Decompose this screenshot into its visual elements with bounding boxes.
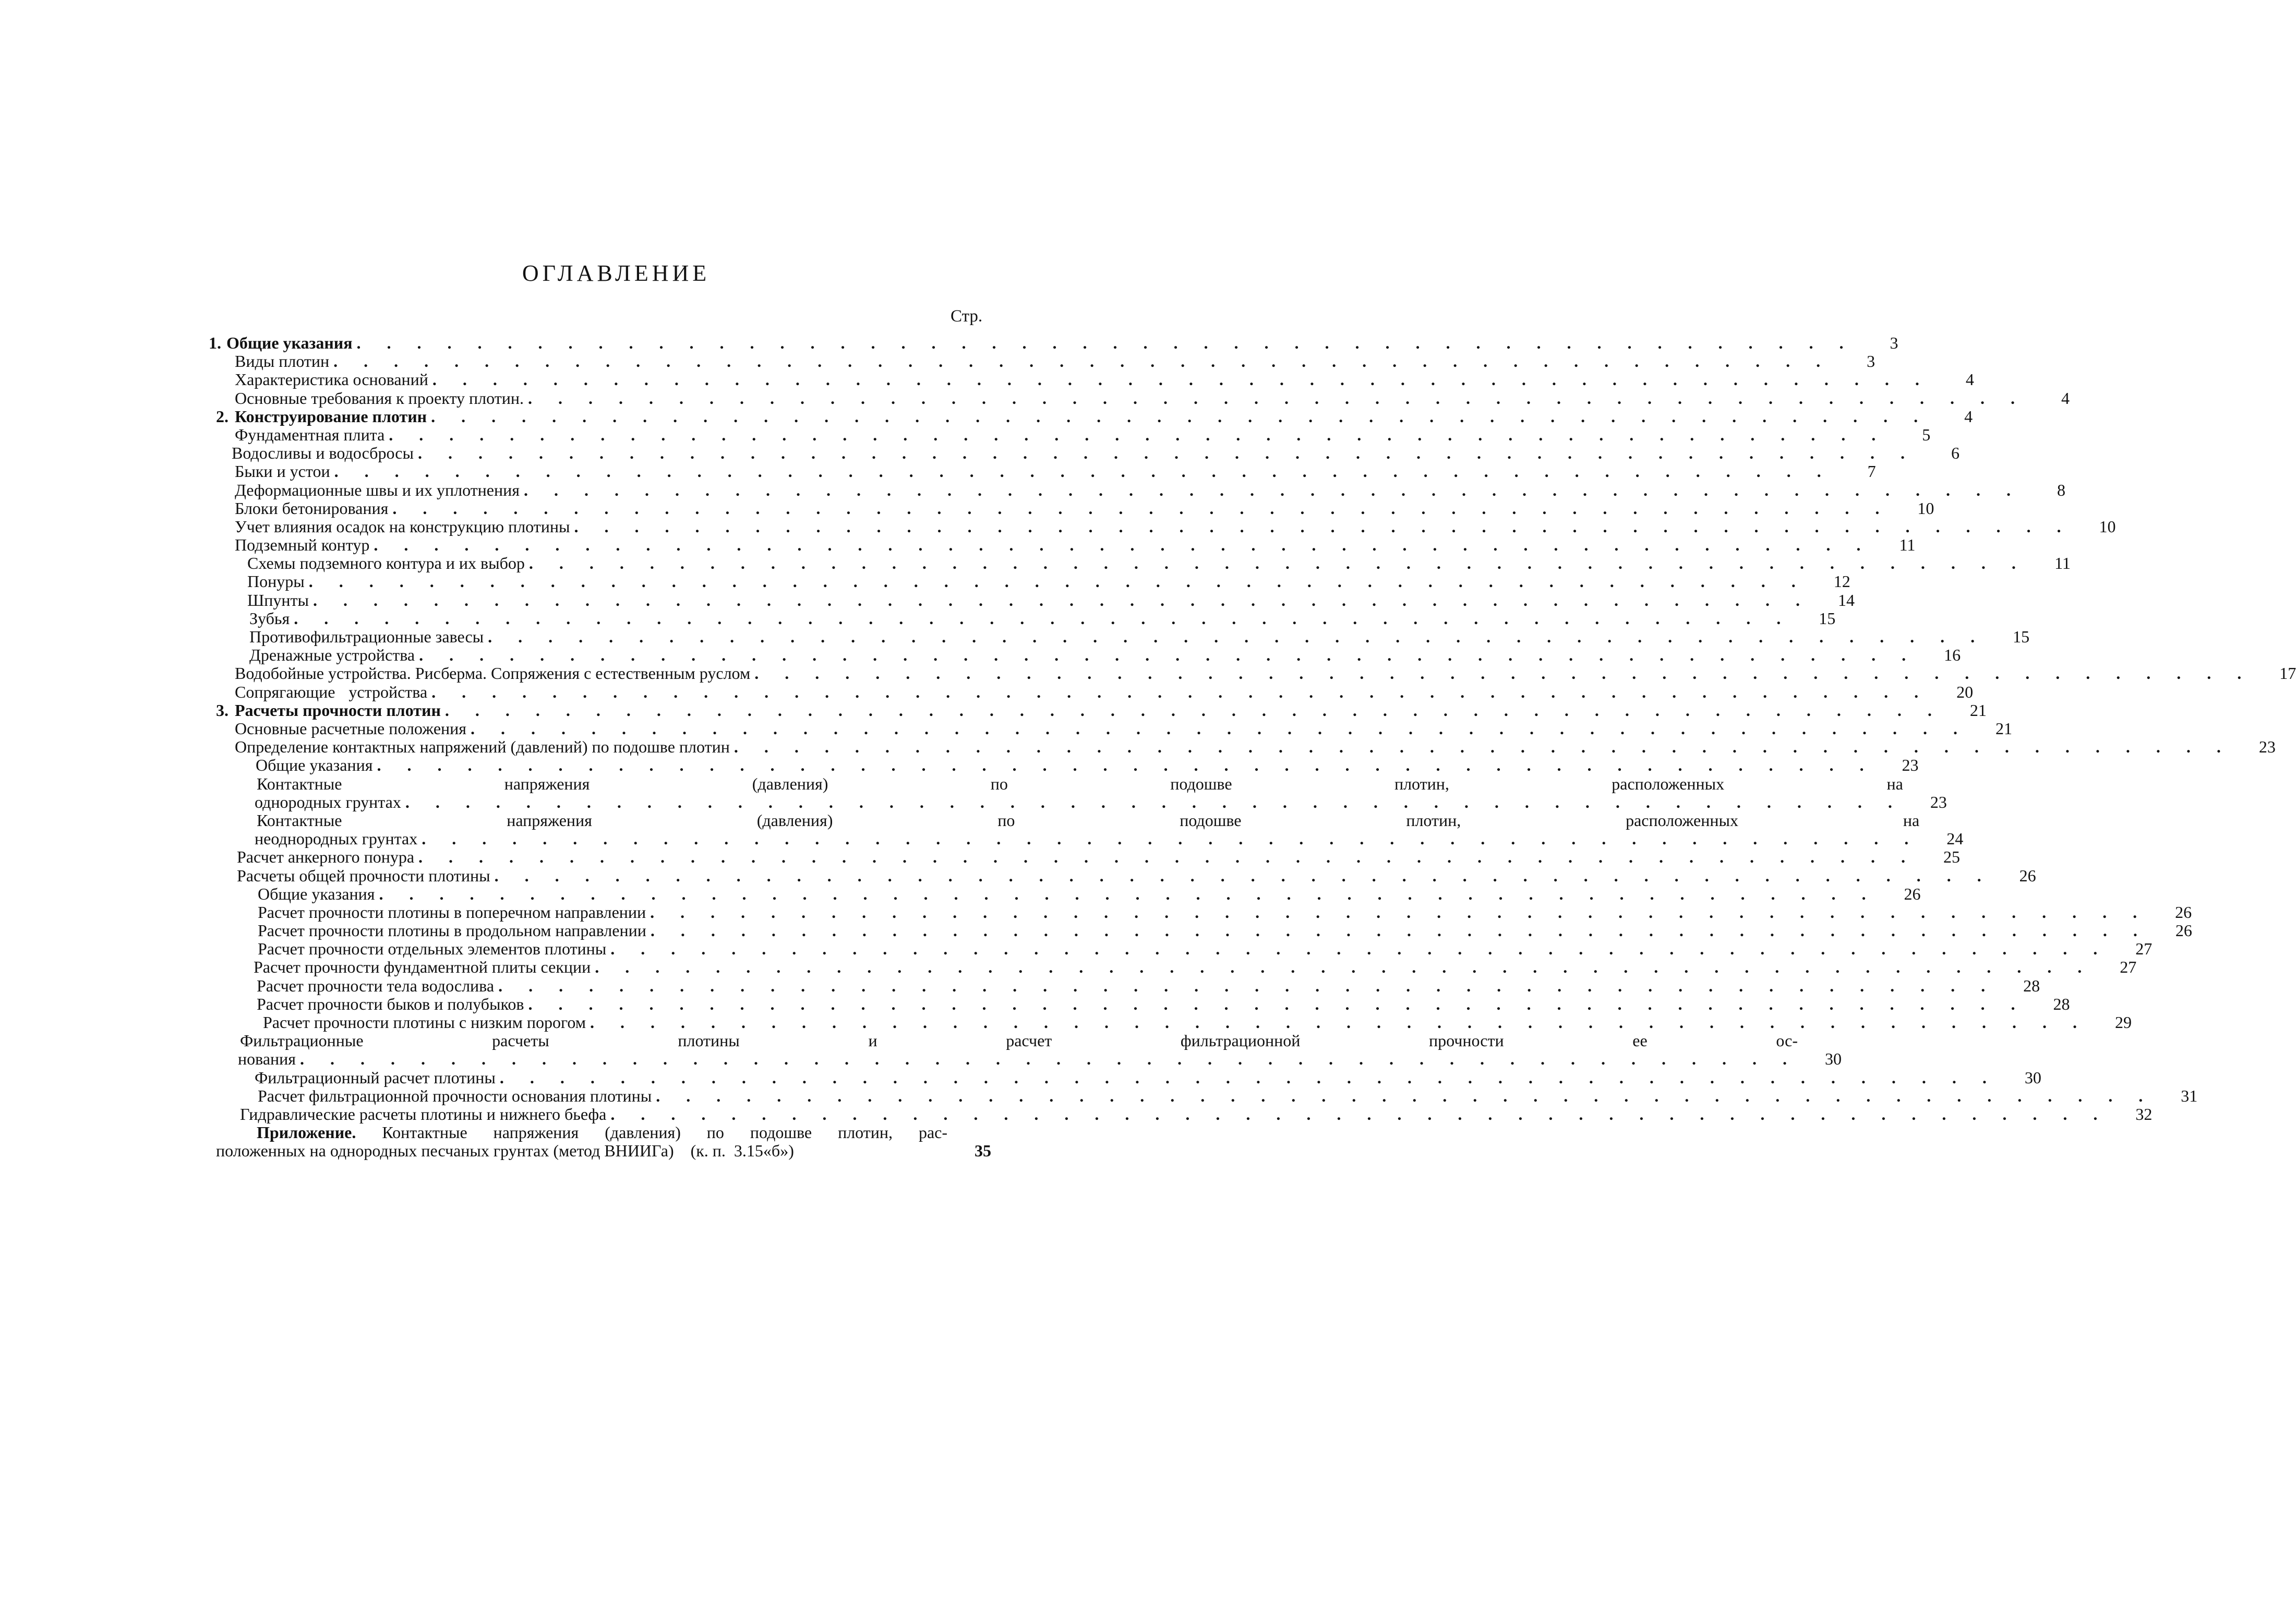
dot-leader: . . . . . . . . . . . . . . . . . . . . . . . . . . . . . . . . . . . . . . . . . . . . . . . . . . [754, 664, 2253, 683]
toc-entry-title: Общие указания [258, 884, 375, 903]
toc-entry-page: 20 [1956, 682, 1974, 701]
toc-entry-page: 27 [2120, 958, 2137, 977]
dot-leader: . . . . . . . . . . . . . . . . . . . . . . . . . . . . . . . . . . . . . . . . . . . . . . . . . . [374, 535, 1872, 555]
toc-entry[interactable] [209, 645, 1961, 665]
toc-entry-page: 6 [1951, 444, 1960, 463]
toc-entry[interactable] [209, 994, 2070, 1013]
dot-leader: . . . . . . . . . . . . . . . . . . . . . . . . . . . . . . . . . . . . . . . . . . . . . . . . . . [595, 958, 2093, 977]
toc-entry-title: Основные требования к проекту плотин. [235, 388, 524, 408]
dot-leader: . . . . . . . . . . . . . . . . . . . . . . . . . . . . . . . . . . . . . . . . . . . . . . . . . . [650, 921, 2148, 940]
appendix-label: Приложение. [257, 1123, 356, 1142]
dot-leader: . . . . . . . . . . . . . . . . . . . . . . . . . . . . . . . . . . . . . . . . . . . . . . . . . . [499, 1068, 1998, 1087]
dot-leader: . . . . . . . . . . . . . . . . . . . . . . . . . . . . . . . . . . . . . . . . . . . . . . . . . . [494, 866, 1992, 885]
toc-entry-title: Расчет прочности плотины в продольном направлении [258, 921, 646, 940]
toc-entry-number: 3. [216, 700, 229, 720]
toc-entry-title: Подземный контур [235, 535, 370, 555]
toc-entry[interactable] [209, 774, 1947, 811]
toc-entry-page: 32 [2135, 1104, 2153, 1123]
toc-entry-title: Фильтрационный расчет плотины [255, 1068, 496, 1087]
dot-leader: . . . . . . . . . . . . . . . . . . . . . . . . . . . . . . . . . . . . . . . . . . . . . . . . . . [405, 792, 1903, 811]
toc-entry[interactable] [209, 608, 1836, 628]
toc-entry[interactable] [209, 866, 2036, 885]
toc-entry-title: Расчеты прочности плотин [235, 700, 441, 720]
toc-entry-appendix[interactable] [209, 1123, 991, 1160]
toc-entry-title: Характеристика оснований [235, 370, 428, 389]
dot-leader: . . . . . . . . . . . . . . . . . . . . . . . . . . . . . . . . . . . . . . . . . . . . . . . . . . [299, 1049, 1798, 1069]
toc-entry-page: 21 [1969, 700, 1987, 720]
dot-leader: . . . . . . . . . . . . . . . . . . . . . . . . . . . . . . . . . . . . . . . . . . . . . . . . . . [418, 847, 1917, 867]
toc-entry-title: Основные расчетные положения [235, 719, 466, 738]
toc-entry-page: 3 [1890, 333, 1898, 352]
toc-entry-page: 17 [2279, 664, 2296, 683]
toc-entry-page: 11 [2054, 554, 2071, 573]
toc-entry-section-3[interactable] [209, 700, 1987, 720]
toc-entry[interactable] [209, 462, 1876, 481]
toc-entry-title: Сопрягающие устройства [235, 682, 428, 701]
toc-entry-page: 28 [2023, 976, 2040, 995]
dot-leader: . . . . . . . . . . . . . . . . . . . . . . . . . . . . . . . . . . . . . . . . . . . . . . . . . . [417, 444, 1916, 463]
toc-entry-number: 1. [209, 333, 221, 352]
toc-entry-page: 23 [1902, 756, 1919, 775]
toc-entry-page: 23 [1930, 792, 1947, 811]
toc-entry[interactable] [209, 756, 1919, 775]
toc-entry-page: 21 [1995, 719, 2012, 738]
toc-entry[interactable] [209, 664, 2296, 683]
toc-entry[interactable] [209, 572, 1850, 591]
toc-entry[interactable] [209, 1104, 2153, 1123]
toc-entry-page: 15 [2013, 627, 2030, 646]
dot-leader: . . . . . . . . . . . . . . . . . . . . . . . . . . . . . . . . . . . . . . . . . . . . . . . . . . [590, 1013, 2088, 1032]
toc-entry-title: Расчет прочности тела водослива [257, 976, 495, 995]
toc-entry[interactable] [209, 498, 1934, 518]
toc-entry[interactable] [209, 425, 1931, 444]
toc-entry-title: Расчет прочности плотины в поперечном направлении [258, 902, 646, 922]
toc-entry-page: 26 [2175, 902, 2192, 922]
dot-leader: . . . . . . . . . . . . . . . . . . . . . . . . . . . . . . . . . . . . . . . . . . . . . . . . . . [488, 627, 1986, 646]
toc-entry[interactable] [209, 1031, 1842, 1069]
dot-leader: . . . . . . . . . . . . . . . . . . . . . . . . . . . . . . . . . . . . . . . . . . . . . . . . . . [528, 994, 2026, 1013]
toc-entry-title: Общие указания [256, 756, 373, 775]
toc-entry-title: Расчет прочности отдельных элементов плотины [258, 939, 607, 959]
dot-leader: . . . . . . . . . . . . . . . . . . . . . . . . . . . . . . . . . . . . . . . . . . . . . . . . . . [431, 407, 1929, 426]
toc-entry-page: 14 [1838, 590, 1855, 609]
toc-entry-title: Учет влияния осадок на конструкцию плотины [235, 517, 570, 536]
dot-leader: . . . . . . . . . . . . . . . . . . . . . . . . . . . . . . . . . . . . . . . . . . . . . . . . . . [470, 719, 1968, 738]
dot-leader: . . . . . . . . . . . . . . . . . . . . . . . . . . . . . . . . . . . . . . . . . . . . . . . . . . [389, 425, 1887, 444]
toc-entry-page: 7 [1867, 462, 1876, 481]
toc-entry[interactable] [209, 370, 1974, 389]
toc-entry[interactable] [209, 1086, 2198, 1105]
toc-entry-page: 30 [2024, 1068, 2041, 1087]
dot-leader: . . . . . . . . . . . . . . . . . . . . . . . . . . . . . . . . . . . . . . . . . . . . . . . . . . [422, 829, 1920, 848]
dot-leader: . . . . . . . . . . . . . . . . . . . . . . . . . . . . . . . . . . . . . . . . . . . . . . . . . . [356, 333, 1855, 352]
toc-entry-page: 10 [1917, 498, 1934, 518]
toc-entry[interactable] [209, 884, 1921, 903]
toc-entry-page: 4 [1964, 407, 1973, 426]
toc-entry-title: Дренажные устройства [249, 645, 415, 665]
toc-entry-title: Шпунты [247, 590, 309, 609]
toc-entry[interactable] [209, 719, 2012, 738]
toc-entry[interactable] [209, 737, 2276, 757]
toc-entry-page: 8 [2057, 480, 2065, 499]
toc-entry-title: Конструирование плотин [235, 407, 427, 426]
toc-entry-title: Фундаментная плита [235, 425, 385, 444]
toc-entry-page: 26 [2175, 921, 2192, 940]
dot-leader: . . . . . . . . . . . . . . . . . . . . . . . . . . . . . . . . . . . . . . . . . . . . . . . . . . [392, 498, 1891, 518]
toc-entry-title: Схемы подземного контура и их выбор [247, 554, 525, 573]
toc-entry-page: 27 [2135, 939, 2153, 959]
toc-entry-page: 4 [1965, 370, 1974, 389]
toc-entry-title: Расчет прочности плотины с низким порогом [263, 1013, 586, 1032]
toc-entry[interactable] [209, 847, 1961, 867]
toc-entry-title-line1: Контактные напряжения (давления) по подошве плотин, расположенных на [257, 810, 1920, 830]
toc-entry[interactable] [209, 902, 2192, 922]
toc-entry[interactable] [209, 480, 2065, 499]
page-column-label: Стр. [951, 307, 983, 326]
dot-leader: . . . . . . . . . . . . . . . . . . . . . . . . . . . . . . . . . . . . . . . . . . . . . . . . . . [528, 554, 2027, 573]
toc-entry-title-line2: неоднородных грунтах [255, 829, 418, 848]
toc-entry-title: Водобойные устройства. Рисберма. Сопряжения с естественным руслом [235, 664, 751, 683]
table-of-contents [209, 333, 2296, 1161]
toc-entry-title: Блоки бетонирования [235, 498, 389, 518]
toc-entry[interactable] [209, 1068, 2041, 1087]
dot-leader: . . . . . . . . . . . . . . . . . . . . . . . . . . . . . . . . . . . . . . . . . . . . . . . . . . [610, 939, 2109, 959]
toc-entry[interactable] [209, 352, 1876, 371]
toc-entry[interactable] [209, 976, 2040, 995]
toc-entry-page: 30 [1824, 1049, 1842, 1069]
toc-entry-title: Зубья [249, 608, 290, 628]
dot-leader: . . . . . . . . . . . . . . . . . . . . . . . . . . . . . . . . . . . . . . . . . . . . . . . . . . [656, 1086, 2154, 1105]
toc-entry[interactable] [209, 535, 1916, 555]
toc-entry[interactable] [209, 554, 2071, 573]
toc-entry[interactable] [209, 958, 2137, 977]
dot-leader: . . . . . . . . . . . . . . . . . . . . . . . . . . . . . . . . . . . . . . . . . . . . . . . . . . [734, 737, 2232, 757]
toc-entry-title: Виды плотин [235, 352, 330, 371]
toc-entry[interactable] [209, 939, 2153, 959]
toc-entry-title: Расчет прочности фундаментной плиты секции [254, 958, 591, 977]
toc-entry-title-line1: Контактные напряжения (давления) по подошве плотин, рас- [382, 1123, 948, 1142]
toc-entry-title: Расчеты общей прочности плотины [237, 866, 490, 885]
toc-entry[interactable] [209, 810, 1964, 848]
toc-entry-title: Расчет прочности быков и полубыков [257, 994, 524, 1013]
toc-entry-title-line2: положенных на однородных песчаных грунтах (метод ВНИИГа) (к. п. 3.15«б») [216, 1141, 794, 1161]
dot-leader: . . . . . . . . . . . . . . . . . . . . . . . . . . . . . . . . . . . . . . . . . . . . . . . . . . [294, 608, 1792, 628]
dot-leader: . . . . . . . . . . . . . . . . . . . . . . . . . . . . . . . . . . . . . . . . . . . . . . . . . . [444, 700, 1943, 720]
toc-entry-page: 26 [1904, 884, 1921, 903]
toc-entry-title: Быки и устои [235, 462, 330, 481]
toc-entry-page: 23 [2258, 737, 2276, 757]
toc-entry-page: 12 [1833, 572, 1850, 591]
toc-entry-page: 31 [2181, 1086, 2198, 1105]
toc-entry-page: 11 [1899, 535, 1916, 555]
toc-entry[interactable] [209, 444, 1960, 463]
toc-entry-page: 25 [1943, 847, 1961, 867]
toc-entry-page: 16 [1944, 645, 1961, 665]
toc-entry-page: 35 [975, 1141, 991, 1161]
toc-entry-title: Водосливы и водосбросы [232, 444, 414, 463]
dot-leader: . . . . . . . . . . . . . . . . . . . . . . . . . . . . . . . . . . . . . . . . . . . . . . . . . . [419, 645, 1917, 665]
dot-leader: . . . . . . . . . . . . . . . . . . . . . . . . . . . . . . . . . . . . . . . . . . . . . . . . . . [377, 756, 1875, 775]
toc-entry[interactable] [209, 627, 2030, 646]
toc-entry-title: Понуры [247, 572, 305, 591]
toc-entry-title: Гидравлические расчеты плотины и нижнего бьефа [240, 1104, 607, 1123]
toc-entry-page: 29 [2114, 1013, 2132, 1032]
dot-leader: . . . . . . . . . . . . . . . . . . . . . . . . . . . . . . . . . . . . . . . . . . . . . . . . . . [379, 884, 1877, 903]
toc-entry[interactable] [209, 682, 1974, 701]
toc-entry-number: 2. [216, 407, 229, 426]
toc-entry-title-line1: Фильтрационные расчеты плотины и расчет фильтрационной прочности ее ос- [240, 1031, 1798, 1050]
toc-entry-section-2[interactable] [209, 407, 1973, 426]
toc-entry-page: 4 [2061, 388, 2070, 408]
dot-leader: . . . . . . . . . . . . . . . . . . . . . . . . . . . . . . . . . . . . . . . . . . . . . . . . . . [498, 976, 1997, 995]
dot-leader: . . . . . . . . . . . . . . . . . . . . . . . . . . . . . . . . . . . . . . . . . . . . . . . . . . [610, 1104, 2109, 1123]
toc-entry-page: 5 [1922, 425, 1931, 444]
dot-leader: . . . . . . . . . . . . . . . . . . . . . . . . . . . . . . . . . . . . . . . . . . . . . . . . . . [308, 572, 1807, 591]
dot-leader: . . . . . . . . . . . . . . . . . . . . . . . . . . . . . . . . . . . . . . . . . . . . . . . . . . [574, 517, 2072, 536]
toc-entry-title: Определение контактных напряжений (давлений) по подошве плотин [235, 737, 730, 757]
toc-entry-page: 26 [2019, 866, 2036, 885]
toc-entry-section-1[interactable] [209, 333, 1898, 352]
toc-entry[interactable] [209, 388, 2070, 408]
dot-leader: . . . . . . . . . . . . . . . . . . . . . . . . . . . . . . . . . . . . . . . . . . . . . . . . . . [527, 388, 2026, 408]
dot-leader: . . . . . . . . . . . . . . . . . . . . . . . . . . . . . . . . . . . . . . . . . . . . . . . . . . [313, 590, 1811, 609]
toc-entry-title-line2: нования [238, 1049, 296, 1069]
toc-entry[interactable] [209, 1013, 2132, 1032]
toc-entry-title: Противофильтрационные завесы [249, 627, 484, 646]
toc-entry[interactable] [209, 921, 2192, 940]
toc-entry[interactable] [209, 517, 2116, 536]
toc-entry-title: Деформационные швы и их уплотнения [235, 480, 520, 499]
dot-leader: . . . . . . . . . . . . . . . . . . . . . . . . . . . . . . . . . . . . . . . . . . . . . . . . . . [431, 682, 1930, 701]
toc-entry-page: 3 [1867, 352, 1876, 371]
toc-entry-page: 24 [1946, 829, 1964, 848]
toc-entry-title-line1: Контактные напряжения (давления) по подошве плотин, расположенных на [257, 774, 1903, 793]
toc-entry[interactable] [209, 590, 1855, 609]
toc-entry-page: 10 [2099, 517, 2116, 536]
dot-leader: . . . . . . . . . . . . . . . . . . . . . . . . . . . . . . . . . . . . . . . . . . . . . . . . . . [432, 370, 1930, 389]
toc-entry-title-line2: однородных грунтах [255, 792, 401, 811]
dot-leader: . . . . . . . . . . . . . . . . . . . . . . . . . . . . . . . . . . . . . . . . . . . . . . . . . . [334, 462, 1832, 481]
toc-entry-title: Общие указания [226, 333, 353, 352]
dot-leader: . . . . . . . . . . . . . . . . . . . . . . . . . . . . . . . . . . . . . . . . . . . . . . . . . . [333, 352, 1832, 371]
dot-leader: . . . . . . . . . . . . . . . . . . . . . . . . . . . . . . . . . . . . . . . . . . . . . . . . . . [523, 480, 2022, 499]
toc-entry-page: 28 [2053, 994, 2070, 1013]
toc-entry-page: 15 [1819, 608, 1836, 628]
dot-leader: . . . . . . . . . . . . . . . . . . . . . . . . . . . . . . . . . . . . . . . . . . . . . . . . . . [650, 902, 2148, 922]
toc-entry-title: Расчет фильтрационной прочности основания плотины [258, 1086, 652, 1105]
page-title: ОГЛАВЛЕНИЕ [522, 260, 711, 286]
toc-entry-title: Расчет анкерного понура [237, 847, 415, 867]
